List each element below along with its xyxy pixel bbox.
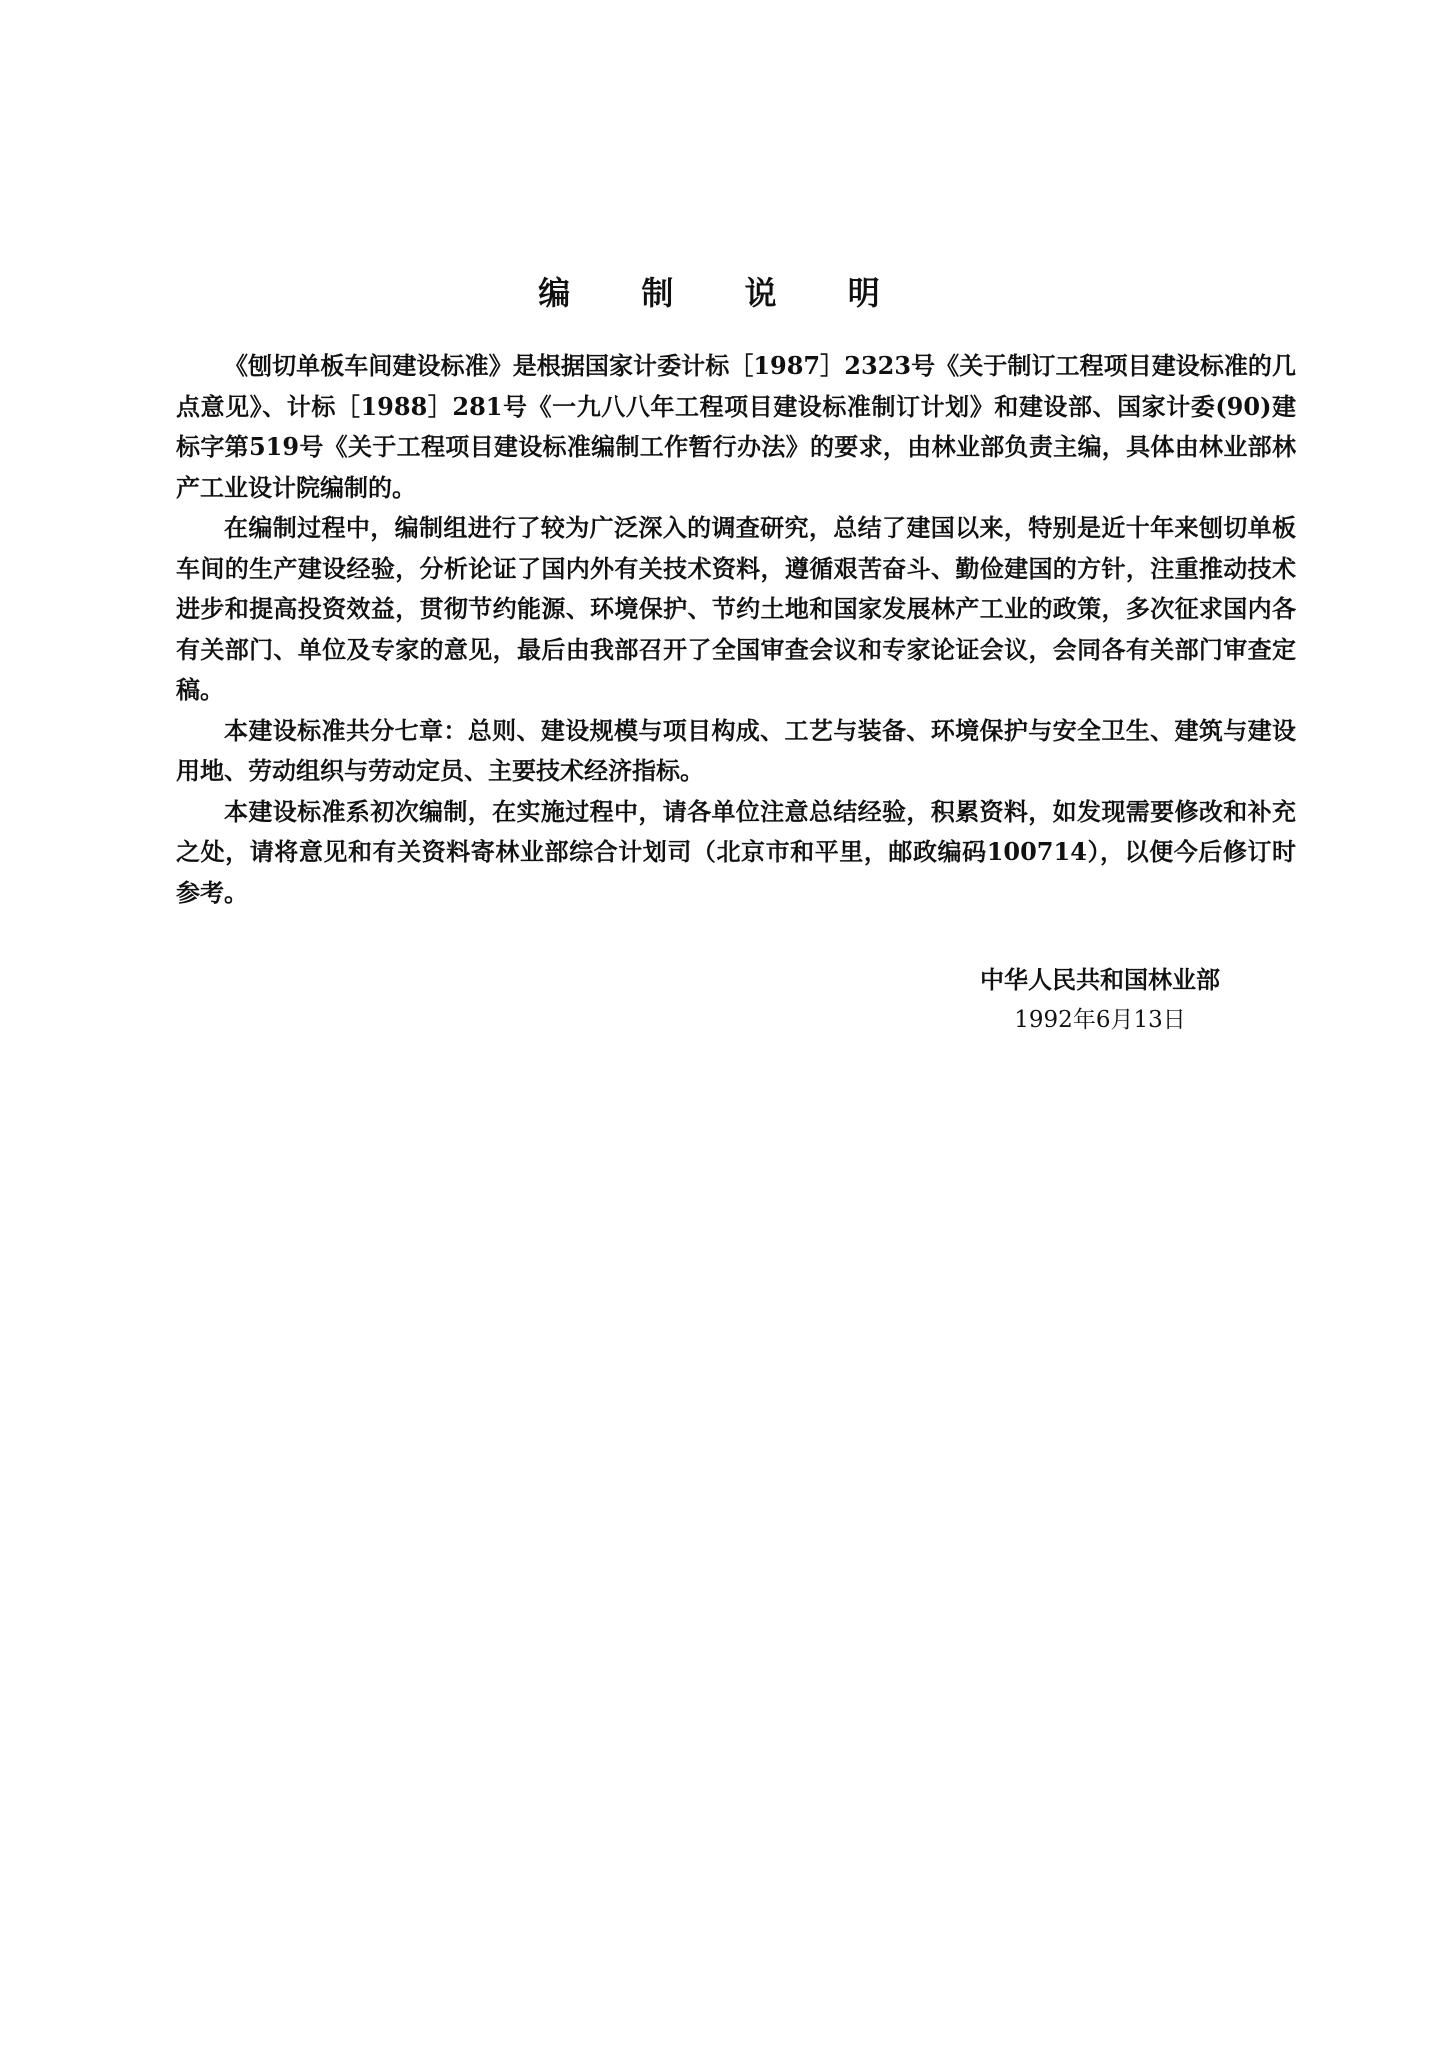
signature-block — [960, 960, 1240, 1040]
document-body — [176, 346, 1296, 913]
document-title: 编 制 说 明 — [538, 274, 910, 312]
signature-organization: 中华人民共和国林业部 — [980, 966, 1220, 994]
paragraph-1: 《刨切单板车间建设标准》是根据国家计委计标［1987］2323号《关于制订工程项目建设标准的几点意见》、计标［1988］281号《一九八八年工程项目建设标准制订计划》和建设部、国家计委(90)建标字第519号《关于工程项目建设标准编制工作暂行办法》的要求，由林业部负责主编，具体由林业部林产工业设计院编制的。 — [176, 351, 1296, 502]
signature-date: 1992年6月13日 — [1014, 1007, 1186, 1033]
paragraph-3: 本建设标准共分七章：总则、建设规模与项目构成、工艺与装备、环境保护与安全卫生、建筑与建设用地、劳动组织与劳动定员、主要技术经济指标。 — [176, 715, 1296, 785]
paragraph-2: 在编制过程中，编制组进行了较为广泛深入的调查研究，总结了建国以来，特别是近十年来刨切单板车间的生产建设经验，分析论证了国内外有关技术资料，遵循艰苦奋斗、勤俭建国的方针，注重推动技术进步和提高投资效益，贯彻节约能源、环境保护、节约土地和国家发展林产工业的政策，多次征求国内各有关部门、单位及专家的意见，最后由我部召开了全国审查会议和专家论证会议，会同各有关部门审查定稿。 — [176, 513, 1296, 704]
paragraph-4: 本建设标准系初次编制，在实施过程中，请各单位注意总结经验，积累资料，如发现需要修改和补充之处，请将意见和有关资料寄林业部综合计划司（北京市和平里，邮政编码100714），以便今后修订时参考。 — [176, 796, 1296, 907]
